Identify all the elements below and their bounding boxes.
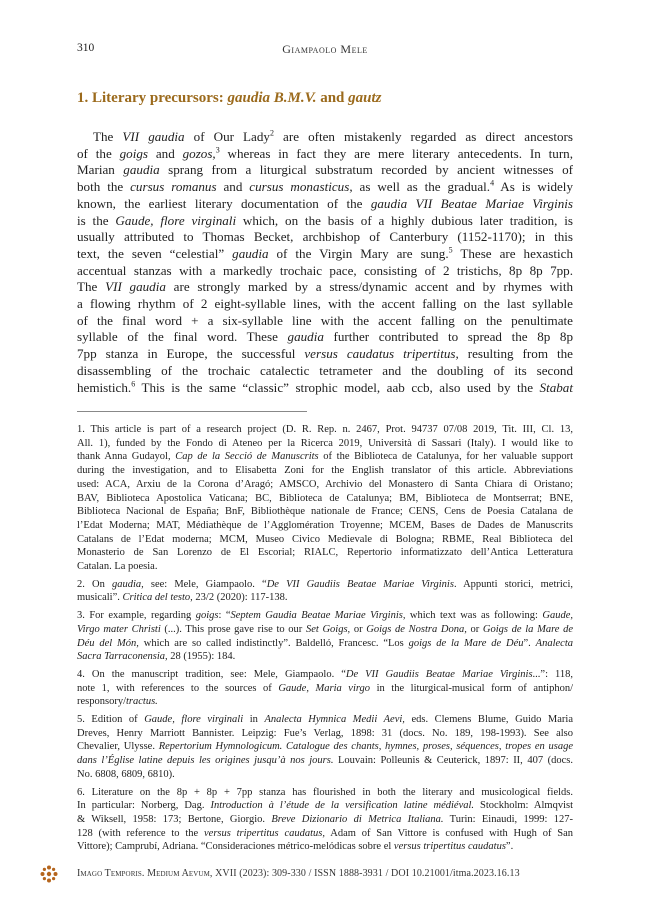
footnote-6 <box>77 786 573 855</box>
text-run: hemistich. <box>77 379 132 395</box>
text-run: 6. Literature on the 8p + 8p + 7pp stanza has flourished in both the literary and musicological fields. <box>77 786 573 798</box>
body-line <box>77 363 573 380</box>
italic-run: Gaude, flore virginali <box>115 212 237 228</box>
footnote-line <box>77 464 573 478</box>
body-line <box>77 229 573 246</box>
page-footer <box>40 865 573 883</box>
italic-run: versus tripertitus caudatus <box>393 841 506 853</box>
footnote-line <box>77 623 573 637</box>
heading-italic-1: gaudia B.M.V. <box>227 90 317 106</box>
text-run: accentual stanzas with a markedly trochaic pace, consisting of 2 tristichs, 8p 8p 7pp. <box>77 262 573 278</box>
footnote-line <box>77 505 573 519</box>
footnote-line <box>77 578 573 592</box>
text-run: This is the same “classic” strophic model, aab ccb, also used by the <box>135 379 540 395</box>
text-run: and <box>216 179 250 195</box>
italic-run: Septem Gaudia Beatae Mariae Virginis, <box>230 610 406 622</box>
footnote-line <box>77 533 573 547</box>
italic-run: gaudia, <box>111 578 144 590</box>
italic-run: Virgo mater Christi <box>77 623 161 635</box>
body-line <box>77 346 573 363</box>
italic-run: Gaude, <box>542 610 573 622</box>
italic-run: Critica del testo, <box>122 592 193 604</box>
footnote-line <box>77 827 573 841</box>
body-line <box>77 213 573 230</box>
italic-run: gaudia VII Beatae Mariae Virginis <box>370 195 574 211</box>
italic-run: VII gaudia <box>105 279 166 295</box>
text-run: of the Virgin Mary are sung. <box>268 245 449 261</box>
footer-citation <box>77 868 520 879</box>
text-run: : “ <box>218 610 231 622</box>
text-run: Catalans de l’Edat moderna; MCM, Museo Civico Medievale di Bologna; RBME, Real Biblioteca del <box>77 533 573 545</box>
footnote-line <box>77 713 573 727</box>
text-run: As is widely <box>494 179 573 195</box>
text-run: of Our Lady <box>184 129 270 144</box>
footnote-line <box>77 478 573 492</box>
text-run: in <box>243 714 265 726</box>
italic-run: Introduction à l’étude de la versification latine médiéval. <box>210 800 475 812</box>
heading-italic-2: gautz <box>348 90 382 106</box>
italic-run: goigs <box>119 145 148 161</box>
footnote-ref: 6 <box>131 379 136 389</box>
text-run: & Wiksell, 1958: 173; Bertone, Giorgio. <box>77 813 272 825</box>
text-run: Vittore); Camprubí, Adriana. “Consideraciones métrico-melódicas sobre el <box>77 841 394 853</box>
italic-run: gaudia <box>123 162 160 178</box>
body-line <box>77 329 573 346</box>
page-number: 310 <box>77 42 95 54</box>
text-run: 2. On <box>77 578 112 590</box>
footnote-line <box>77 609 573 623</box>
footnote-divider <box>77 411 307 412</box>
journal-name: Imago Temporis. Medium Aevum, <box>77 868 213 879</box>
text-run: are often mistakenly regarded as direct ancestors <box>273 129 573 144</box>
text-run: Catalan. La poesia. <box>77 561 158 573</box>
text-run: 28 (1955): 184. <box>167 651 236 663</box>
running-head: Giampaolo Mele <box>282 42 368 56</box>
text-run: syllable of the final word. These <box>77 329 288 345</box>
italic-run: cursus monasticus, <box>249 179 353 195</box>
body-line <box>77 162 573 179</box>
heading-prefix: 1. Literary precursors: <box>77 90 228 106</box>
text-run: Monasterio de San Lorenzo de El Escorial; RIALC, Repertorio informatizzato dell’Antica Letteratura <box>77 547 573 559</box>
footnote-2 <box>77 578 573 605</box>
footnote-4 <box>77 668 573 709</box>
text-run: usually attributed to Thomas Becket, archbishop of Canterbury (1152-1170); in this <box>77 229 573 245</box>
text-run: are strongly marked by a stress/dynamic accent and by rhymes with <box>165 279 574 295</box>
italic-run: versus caudatus tripertitus, <box>304 346 459 362</box>
footnote-line <box>77 799 573 813</box>
footnote-line <box>77 840 573 854</box>
footnote-line <box>77 668 573 682</box>
body-line <box>77 279 573 296</box>
text-run: of the Biblioteca de Catalunya, for her valuable support <box>318 451 574 463</box>
body-line <box>77 313 573 330</box>
text-run: known, the earliest literary documentation of the <box>77 195 371 211</box>
section-heading <box>77 90 573 107</box>
text-run: text, the seven “celestial” <box>77 245 233 261</box>
footnote-line <box>77 450 573 464</box>
italic-run: goigs de la Mare de Déu <box>408 637 524 649</box>
italic-run: Gaude, Maria virgo <box>278 682 371 694</box>
footnote-line <box>77 768 573 782</box>
text-run: and <box>147 145 183 161</box>
text-run: used: ACA, Arxiu de la Corona d’Aragó; AMSCO, Archivio del Monastero di Santa Chiara di Oristano; <box>77 478 573 490</box>
text-run: Louvain: Polleunis & Ceuterick, 1897: II, 407 (docs. <box>333 755 573 767</box>
italic-run: versus tripertitus caudatus, <box>204 827 325 839</box>
text-run: Dreves, Henry Marriott Bannister. Leipzig: Fue’s Verlag, 1898: 31 (docs. No. 189, 198-1993). See also <box>77 727 573 739</box>
footnotes <box>77 423 573 858</box>
italic-run: Gaude, flore virginali <box>144 714 244 726</box>
footnote-5 <box>77 713 573 782</box>
italic-run: Sacra Tarraconensia, <box>77 651 168 663</box>
body-line <box>77 146 573 163</box>
text-run: resulting from the <box>458 346 573 362</box>
italic-run: De VII Gaudiis Beatae Mariae Virginis <box>266 578 454 590</box>
text-run: 4. On the manuscript tradition, see: Mele, Giampaolo. “ <box>77 668 346 680</box>
text-run: as well as the gradual. <box>352 179 491 195</box>
footnote-line <box>77 682 573 696</box>
text-run: eds. Clemens Blume, Guido Maria <box>404 714 573 726</box>
body-line <box>77 380 573 397</box>
footnote-line <box>77 695 573 709</box>
italic-run: Stabat <box>539 379 573 395</box>
page-header <box>77 42 573 58</box>
text-run: Turin: Einaudi, 1999: 127- <box>443 813 573 825</box>
text-run: or <box>466 623 483 635</box>
footnote-line <box>77 727 573 741</box>
text-run: 1. This article is part of a research project (D. R. Rep. n. 2467, Prot. 94737 07/08 2019, Tit. III, Cl. 13, <box>77 424 573 435</box>
footnote-line <box>77 546 573 560</box>
footnote-line <box>77 519 573 533</box>
text-run: sprang from a liturgical substratum recorded by ancient witnesses of <box>159 162 573 178</box>
text-run: The <box>93 129 123 144</box>
italic-run: goigs <box>195 610 219 622</box>
text-run: note 1, with references to the sources of <box>77 682 279 694</box>
italic-run: tractus. <box>126 696 158 708</box>
text-run: All. 1), funded by the Fondo di Ateneo per la Ricerca 2019, Università di Sassari (Italy). I would like to <box>77 437 573 449</box>
italic-run: gaudia <box>232 245 269 261</box>
body-line <box>77 296 573 313</box>
text-run: during the investigation, and to Elisabetta Zoni for the English translator of this article. Abbreviations <box>77 465 573 477</box>
text-run: disassembling of the trochaic catalectic tetrameter and the doubling of its second <box>77 362 573 378</box>
footnote-ref: 4 <box>490 178 495 188</box>
text-run: both the <box>77 179 131 195</box>
text-run: which, on the basis of a highly dubious later tradition, is <box>236 212 574 228</box>
text-run: 7pp stanza in Europe, the successful <box>77 346 305 362</box>
body-line <box>77 129 573 146</box>
footnote-1 <box>77 423 573 574</box>
text-run: a flowing rhythm of 2 eight-syllable lines, with the accent falling on the last syllable <box>77 296 573 312</box>
text-run: 3. For example, regarding <box>77 610 196 622</box>
body-paragraph <box>77 129 573 396</box>
text-run: The <box>77 279 106 295</box>
text-run: musicali”. <box>77 592 123 604</box>
body-line <box>77 179 573 196</box>
footnote-line <box>77 492 573 506</box>
italic-run: cursus romanus <box>130 179 217 195</box>
italic-run: Déu del Món, <box>77 637 139 649</box>
italic-run: De VII Gaudiis Beatae Mariae Virginis <box>345 668 533 680</box>
text-run: BAV, Biblioteca Apostolica Vaticana; BC, Biblioteca de Catalunya; BM, Biblioteca de Montserrat; BNE, <box>77 492 573 504</box>
italic-run: dans l’Église latine depuis les origines jusqu’à nos jours. <box>77 755 334 767</box>
italic-run: gaudia <box>287 329 324 345</box>
footnote-line <box>77 637 573 651</box>
text-run: Marian <box>77 162 124 178</box>
text-run: Chevalier, Ulysse. <box>77 741 159 753</box>
italic-run: Set Goigs, <box>305 623 351 635</box>
text-run: ”. <box>523 637 536 649</box>
italic-run: VII gaudia <box>122 129 185 144</box>
text-run: l’Edat Moderna; MAT, Médiathèque de l’Agglomération Troyenne; MCEM, Bases de Dades de Manuscrits <box>77 519 573 531</box>
footnote-line <box>77 740 573 754</box>
text-run: ”. <box>505 841 514 853</box>
text-run: further contributed to spread the 8p 8p <box>323 329 573 345</box>
footnote-ref: 5 <box>448 245 453 255</box>
journal-logo-icon <box>40 865 58 883</box>
footnote-line <box>77 423 573 437</box>
footnote-3 <box>77 609 573 664</box>
text-run: (...). This prose gave rise to our <box>160 623 306 635</box>
body-line <box>77 263 573 280</box>
text-run: or <box>350 623 367 635</box>
italic-run: Analecta Hymnica Medii Aevi, <box>264 714 405 726</box>
text-run: Stockholm: Almqvist <box>474 800 573 812</box>
footnote-line <box>77 560 573 574</box>
footnote-line <box>77 650 573 664</box>
footnote-line <box>77 786 573 800</box>
italic-run: Goigs de Nostra Dona, <box>366 623 467 635</box>
text-run: In particular: Norberg, Dag. <box>77 800 211 812</box>
text-run: No. 6808, 6809, 6810). <box>77 768 175 780</box>
text-run: ...”: 118, <box>532 668 573 680</box>
italic-run: Cap de la Secció de Manuscrits <box>175 451 319 463</box>
text-run: see: Mele, Giampaolo. “ <box>143 578 267 590</box>
body-line <box>77 246 573 263</box>
text-run: in the liturgical-musical form of antiphon/ <box>370 682 573 694</box>
footnote-line <box>77 591 573 605</box>
italic-run: Repertorium Hymnologicum. Catalogue des chants, hymnes, proses, séquences, tropes en usage <box>158 741 573 753</box>
text-run: 5. Edition of <box>77 714 145 726</box>
text-run: of the <box>77 145 120 161</box>
text-run: 23/2 (2020): 117-138. <box>192 592 288 604</box>
text-run: Adam of San Vittore is confused with Hugh of San <box>325 827 573 839</box>
text-run: 128 (with reference to the <box>77 827 204 839</box>
text-run: Biblioteca Nacional de España; BnF, Bibliothèque nationale de France; CENS, Cens de Poesia Catalana de <box>77 506 573 518</box>
text-run: is the <box>77 212 116 228</box>
text-run: thank Anna Gudayol, <box>77 451 176 463</box>
text-run: These are hexastich <box>452 245 574 261</box>
italic-run: gozos, <box>182 145 216 161</box>
text-run: which text was as following: <box>405 610 543 622</box>
text-run: . Appunti storici, metrici, <box>453 578 573 590</box>
text-run: which are so called indistinctly”. Baldelló, Francesc. “Los <box>138 637 409 649</box>
text-run: responsory/ <box>77 696 126 708</box>
footnote-line <box>77 754 573 768</box>
footnote-ref: 2 <box>269 128 274 138</box>
text-run: whereas in fact they are mere literary antecedents. In turn, <box>219 145 574 161</box>
footnote-line <box>77 437 573 451</box>
footnote-ref: 3 <box>215 145 220 155</box>
citation-details: XVII (2023): 309-330 / ISSN 1888-3931 / DOI 10.21001/itma.2023.16.13 <box>212 868 520 879</box>
body-line <box>77 196 573 213</box>
italic-run: Analecta <box>535 637 573 649</box>
footnote-line <box>77 813 573 827</box>
italic-run: Goigs de la Mare de <box>482 623 574 635</box>
heading-mid: and <box>316 90 349 106</box>
italic-run: Breve Dizionario di Metrica Italiana. <box>271 813 444 825</box>
text-run: of the final word + a six-syllable line with the accent falling on the penultimate <box>77 312 573 328</box>
